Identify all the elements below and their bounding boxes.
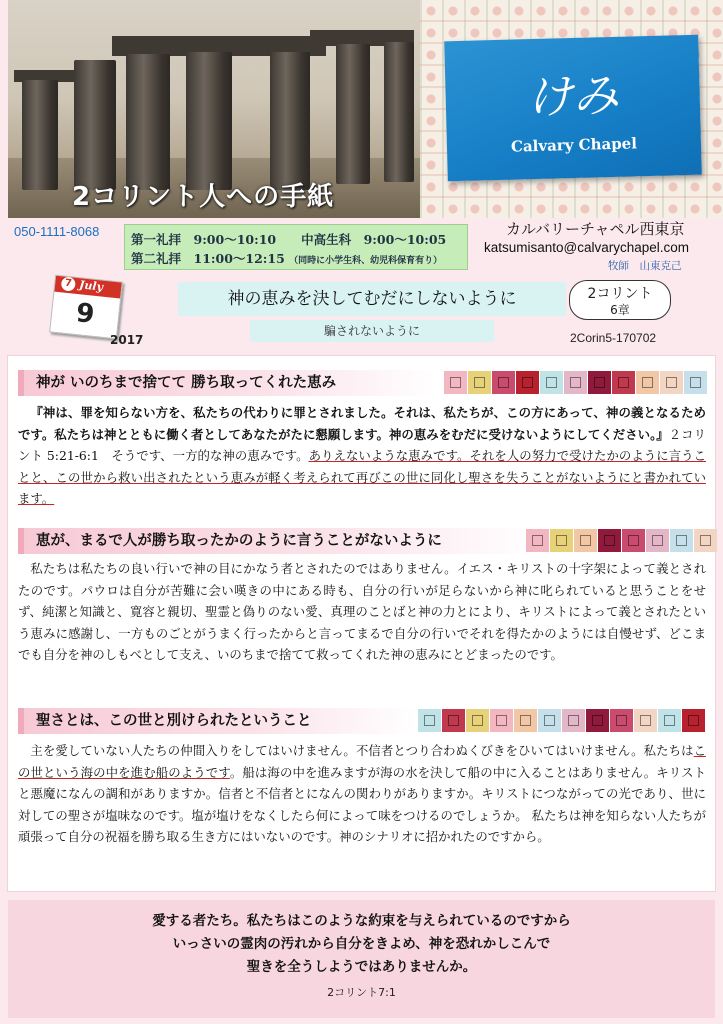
decorative-tiles <box>418 709 705 732</box>
decorative-tiles <box>444 371 707 394</box>
pattern-background <box>420 0 723 218</box>
calendar-month: July <box>78 278 104 294</box>
calendar-year: 2017 <box>110 333 144 347</box>
sermon-subtitle: 騙されないように <box>250 320 494 342</box>
section-heading-1: 神が いのちまで捨てて 勝ち取ってくれた恵み <box>18 370 436 396</box>
church-name: カルバリーチャペル西東京 <box>506 221 685 238</box>
logo-text: Calvary Chapel <box>510 134 638 156</box>
calendar-day-badge: 7 <box>61 276 76 291</box>
scripture-reference-badge <box>569 280 671 320</box>
hero-image <box>8 0 420 218</box>
section-1-text: 『神は、罪を知らない方を、私たちの代わりに罪とされました。それは、私たちが、この方にあって、神の義となるためです。私たちは神とともに働く者としてあなたがたに懇願します。神の恵みをむだに受けないようにしてください。』２コリント 5:21-6:1 そうです、一方的な神の恵みです。ありえないような恵みです。それを人の努力で受けたかのように言うことと、この世から救い出されたという恵みが軽く考えられて再びこの世に同化し聖さを失うことがないようにと書かれています。 <box>18 405 706 507</box>
reference-book: 2コリント <box>587 286 653 302</box>
section-heading-2: 恵が、まるで人が勝ち取ったかのように言うことがないように <box>18 528 536 554</box>
calendar-icon <box>46 264 128 342</box>
service-line-1: 第一礼拝 9:00〜10:10 中高生科 9:00〜10:05 <box>131 232 447 247</box>
phone-number[interactable]: 050-1111-8068 <box>14 224 100 239</box>
service-schedule <box>124 224 468 270</box>
sermon-id: 2Corin5-170702 <box>570 331 657 345</box>
verse-line-1: 愛する者たち。私たちはこのような約束を与えられているのですから <box>152 913 571 929</box>
calvary-chapel-logo <box>444 35 702 182</box>
calendar-date: 9 <box>74 298 96 330</box>
verse-line-2: いっさいの霊肉の汚れから自分をきよめ、神を恐れかしこんで <box>172 936 551 952</box>
email-address[interactable]: katsumisanto@calvarychapel.com <box>484 240 690 255</box>
sermon-body <box>8 356 715 891</box>
sermon-title: 神の恵みを決してむだにしないように <box>178 282 566 316</box>
service-line-2: 第二礼拝 11:00〜12:15 （同時に小学生科、幼児科保育有り） <box>131 251 443 266</box>
section-heading-3: 聖さとは、この世と別けられたということ <box>18 708 416 734</box>
verse-reference: 2コリント7:1 <box>327 986 396 999</box>
decorative-tiles <box>526 529 717 552</box>
pastor-name: 牧師 山東克己 <box>608 260 682 272</box>
hero-title: 2コリント人への手紙 <box>72 182 335 212</box>
section-3-text: 主を愛していない人たちの仲間入りをしてはいけません。不信者とつり合わぬくびきをひいてはいけません。私たちはこの世という海の中を進む船のようです。船は海の中を進みますが海の水を決して船の中に入ることはありません。キリストと悪魔になんの調和がありますか。信者と不信者とになんの関わりがありますか。キリストにつながっての光であり、世に対しての聖さが塩味なのです。塩が塩けをなくしたら何によって味をつけるのでしょうか。 私たちは神を知らない人たちが頑張って自分の祝福を勝ち取る生き方にはいないのです。神のシナリオに招かれたのですから。 <box>18 743 706 845</box>
logo-mark: けみ <box>525 67 620 125</box>
verse-line-3: 聖きを全うしようではありませんか。 <box>246 959 477 975</box>
section-2-text: 私たちは私たちの良い行いで神の目にかなう者とされたのではありません。イエス・キリストの十字架によって義とされたのです。パウロは自分が苦難に会い嘆きの中にある時も、自分の行いが足らないから神に叱られていると思うことをせず、純潔と知識と、寛容と親切、聖霊と偽りのない愛、真理のことばと神の力とにより、キリストによって義とされたという恵みに感謝し、一方ものごとがうまく行ったからと言ってまるで自分の行いでそれを得たかのようには自慢せず、どこまでも自分を神のしもべとして支え、いのちまで捨てて救ってくれた神の恵みにとどまったのです。 <box>18 561 706 663</box>
closing-verse <box>8 900 715 1018</box>
reference-chapter: 6章 <box>610 303 630 317</box>
